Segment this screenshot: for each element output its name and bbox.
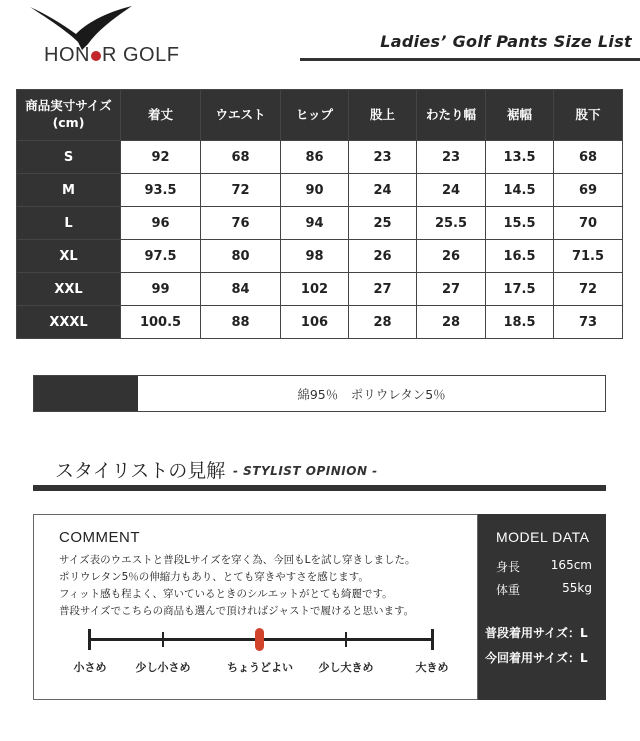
- comment-line: ポリウレタン5％の伸縮力もあり、とても穿きやすさを感じます。: [59, 571, 369, 583]
- measurement-cell: 106: [281, 306, 349, 339]
- size-table: [16, 89, 623, 339]
- fit-scale-tick: [431, 629, 434, 650]
- model-weight-label: 体重: [496, 583, 521, 597]
- header-thigh: わたり幅: [417, 90, 486, 141]
- model-usual-size: 普段着用サイズ：L: [485, 626, 588, 640]
- measurement-cell: 17.5: [486, 273, 554, 306]
- measurement-cell: 94: [281, 207, 349, 240]
- measurement-cell: 70: [554, 207, 623, 240]
- measurement-cell: 28: [417, 306, 486, 339]
- table-row: [17, 141, 623, 174]
- size-label-cell: XXXL: [17, 306, 121, 339]
- measurement-cell: 98: [281, 240, 349, 273]
- material-text: 綿95％ ポリウレタン5％: [297, 386, 446, 402]
- measurement-cell: 16.5: [486, 240, 554, 273]
- measurement-cell: 23: [417, 141, 486, 174]
- measurement-cell: 76: [201, 207, 281, 240]
- header-waist: ウエスト: [201, 90, 281, 141]
- table-row: [17, 306, 623, 339]
- material-label-block: [34, 376, 138, 411]
- header-inseam: 股下: [554, 90, 623, 141]
- measurement-cell: 97.5: [121, 240, 201, 273]
- model-weight-value: 55kg: [562, 581, 592, 595]
- measurement-cell: 28: [349, 306, 417, 339]
- fit-scale-tick: [345, 632, 347, 647]
- comment-box: [33, 514, 478, 700]
- material-box: [33, 375, 606, 412]
- stylist-heading: スタイリストの見解: [55, 460, 226, 482]
- fit-scale-tick: [88, 629, 91, 650]
- model-height-value: 165cm: [550, 558, 592, 572]
- model-worn-size: 今回着用サイズ：L: [485, 651, 588, 665]
- measurement-cell: 24: [349, 174, 417, 207]
- size-label-cell: XL: [17, 240, 121, 273]
- measurement-cell: 84: [201, 273, 281, 306]
- measurement-cell: 90: [281, 174, 349, 207]
- measurement-cell: 14.5: [486, 174, 554, 207]
- measurement-cell: 25: [349, 207, 417, 240]
- measurement-cell: 13.5: [486, 141, 554, 174]
- fit-label-slightly-small: 少し小さめ: [135, 661, 191, 674]
- measurement-cell: 15.5: [486, 207, 554, 240]
- measurement-cell: 92: [121, 141, 201, 174]
- model-data-title: MODEL DATA: [496, 529, 590, 545]
- comment-line: 普段サイズでこちらの商品も選んで頂ければジャストで履けると思います。: [59, 605, 415, 617]
- header-length: 着丈: [121, 90, 201, 141]
- measurement-cell: 27: [349, 273, 417, 306]
- size-label-cell: M: [17, 174, 121, 207]
- measurement-cell: 23: [349, 141, 417, 174]
- model-weight-row: [496, 581, 592, 598]
- table-row: [17, 273, 623, 306]
- measurement-cell: 80: [201, 240, 281, 273]
- page-title: Ladies’ Golf Pants Size List: [380, 32, 632, 51]
- measurement-cell: 86: [281, 141, 349, 174]
- fit-scale-tick: [162, 632, 164, 647]
- size-label-cell: L: [17, 207, 121, 240]
- measurement-cell: 25.5: [417, 207, 486, 240]
- measurement-cell: 72: [554, 273, 623, 306]
- table-row: [17, 240, 623, 273]
- measurement-cell: 88: [201, 306, 281, 339]
- title-divider: [300, 58, 640, 61]
- header-hip: ヒップ: [281, 90, 349, 141]
- model-height-row: [496, 558, 592, 575]
- header-hem: 裾幅: [486, 90, 554, 141]
- measurement-cell: 100.5: [121, 306, 201, 339]
- comment-title: COMMENT: [59, 529, 140, 546]
- table-row: [17, 207, 623, 240]
- size-label-cell: XXL: [17, 273, 121, 306]
- stylist-subheading: - STYLIST OPINION -: [233, 464, 378, 478]
- header-rise: 股上: [349, 90, 417, 141]
- measurement-cell: 68: [201, 141, 281, 174]
- measurement-cell: 96: [121, 207, 201, 240]
- brand-logo: [28, 4, 208, 66]
- stylist-divider: [33, 485, 606, 491]
- measurement-cell: 26: [349, 240, 417, 273]
- model-height-label: 身長: [496, 560, 521, 574]
- comment-text: [59, 552, 416, 620]
- fit-label-large: 大きめ: [415, 661, 449, 674]
- fit-label-slightly-large: 少し大きめ: [318, 661, 374, 674]
- measurement-cell: 93.5: [121, 174, 201, 207]
- measurement-cell: 102: [281, 273, 349, 306]
- fit-label-small: 小さめ: [73, 661, 107, 674]
- comment-line: フィット感も程よく、穿いているときのシルエットがとても綺麗です。: [59, 588, 393, 600]
- measurement-cell: 71.5: [554, 240, 623, 273]
- measurement-cell: 69: [554, 174, 623, 207]
- fit-label-just-right: ちょうどよい: [227, 661, 293, 674]
- measurement-cell: 24: [417, 174, 486, 207]
- header-size: 商品実寸サイズ (cm): [17, 90, 121, 141]
- measurement-cell: 68: [554, 141, 623, 174]
- measurement-cell: 72: [201, 174, 281, 207]
- measurement-cell: 99: [121, 273, 201, 306]
- table-header-row: [17, 90, 623, 141]
- table-row: [17, 174, 623, 207]
- measurement-cell: 26: [417, 240, 486, 273]
- fit-scale-marker: [255, 628, 264, 651]
- brand-dot-icon: [91, 51, 101, 61]
- brand-name: HON R GOLF: [44, 44, 180, 66]
- comment-line: サイズ表のウエストと普段Lサイズを穿く為、今回もLを試し穿きしました。: [59, 554, 416, 566]
- measurement-cell: 73: [554, 306, 623, 339]
- measurement-cell: 27: [417, 273, 486, 306]
- size-label-cell: S: [17, 141, 121, 174]
- model-data-box: [478, 514, 606, 700]
- fit-scale: [34, 625, 479, 685]
- measurement-cell: 18.5: [486, 306, 554, 339]
